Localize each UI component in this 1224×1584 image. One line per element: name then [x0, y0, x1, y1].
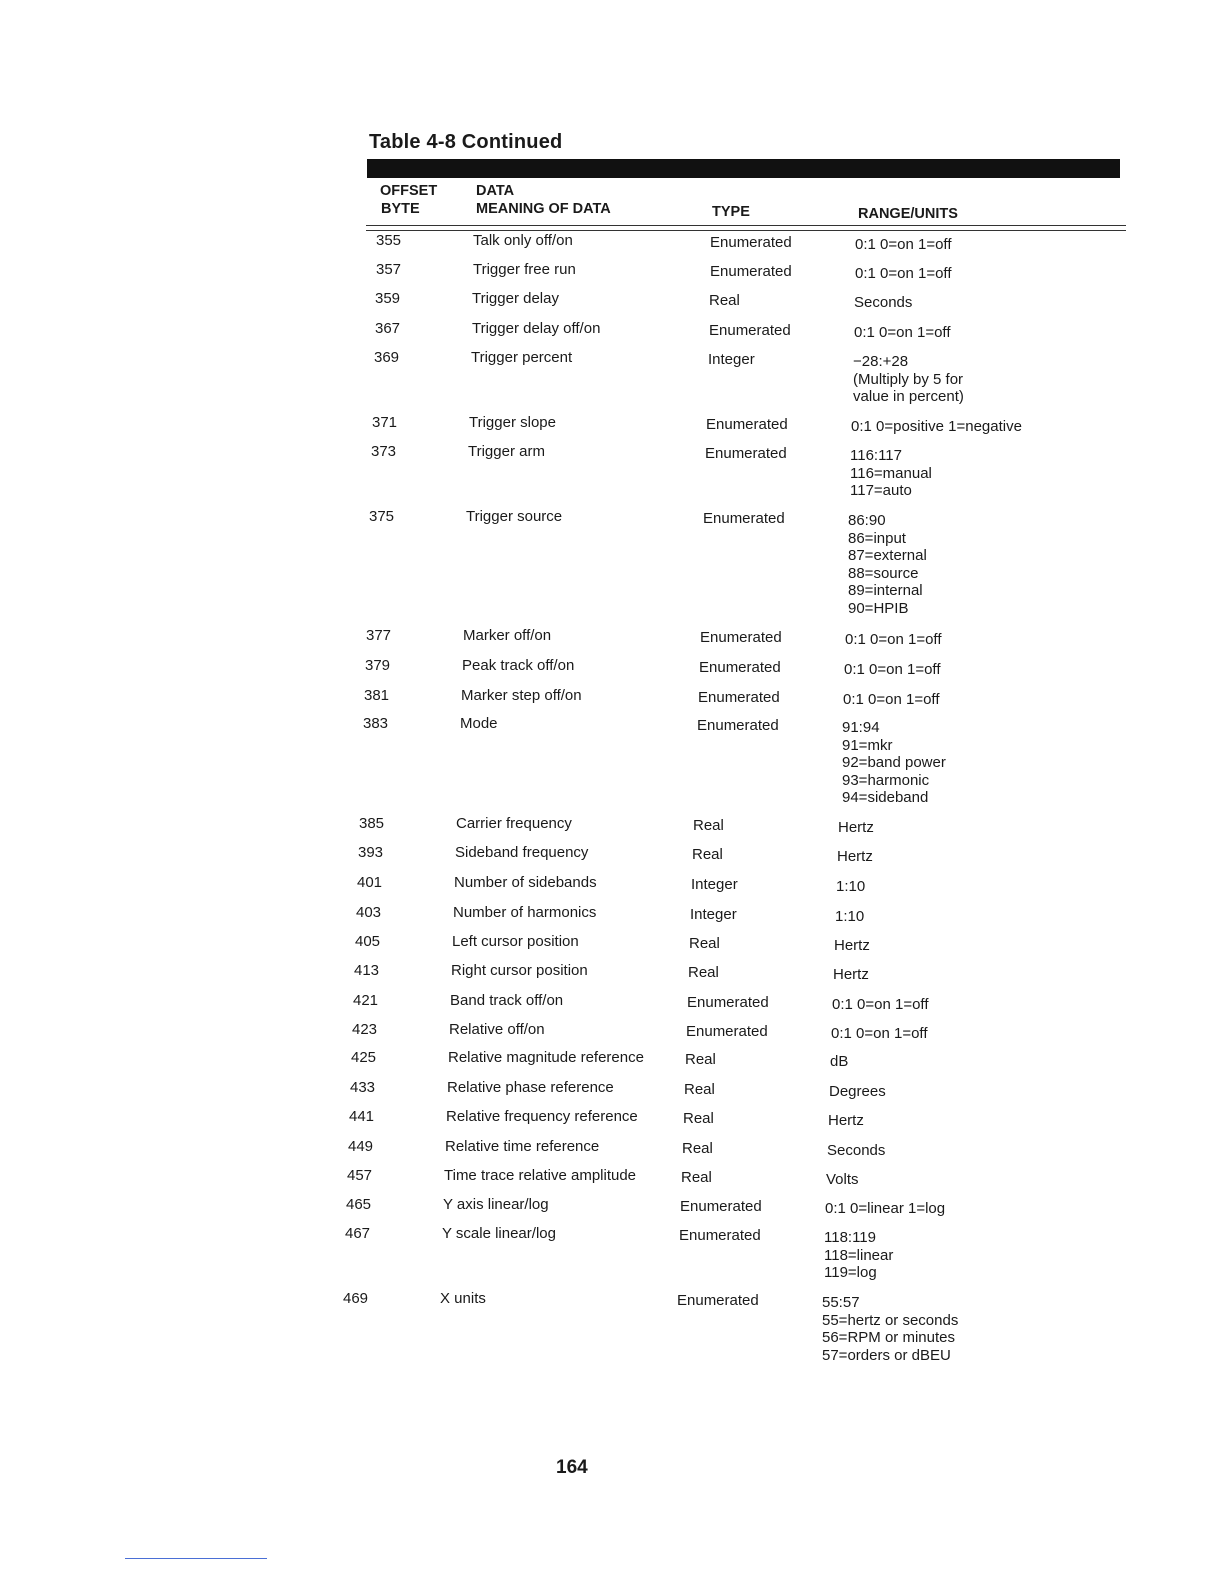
range-line: 1:10	[835, 908, 865, 925]
type-cell: Real	[693, 817, 724, 834]
range-cell	[835, 908, 864, 926]
offset-cell: 381	[364, 687, 390, 704]
range-cell	[831, 1025, 927, 1043]
footer-line	[125, 1558, 267, 1559]
range-line: 57=orders or dBEU	[822, 1346, 951, 1364]
meaning-cell: Trigger percent	[471, 349, 573, 366]
range-line: Hertz	[834, 937, 870, 954]
meaning-cell: Talk only off/on	[473, 232, 573, 249]
meaning-cell: Right cursor position	[451, 962, 588, 979]
range-line: 0:1 0=on 1=off	[855, 236, 952, 253]
offset-cell: 457	[347, 1167, 373, 1184]
type-cell: Enumerated	[703, 510, 785, 527]
type-cell: Enumerated	[697, 717, 779, 734]
meaning-cell: Trigger delay	[472, 290, 559, 307]
range-cell	[836, 878, 865, 896]
range-cell	[837, 848, 873, 866]
offset-cell: 469	[343, 1290, 369, 1307]
range-line: 88=source	[848, 564, 919, 582]
offset-cell: 433	[350, 1079, 376, 1096]
page-number: 164	[556, 1457, 588, 1478]
offset-cell: 369	[374, 349, 400, 366]
header-offset	[380, 182, 437, 218]
offset-cell: 421	[353, 992, 379, 1009]
type-cell: Real	[683, 1110, 714, 1127]
type-cell: Real	[682, 1140, 713, 1157]
range-cell	[853, 353, 964, 406]
range-line: 86:90	[848, 512, 886, 529]
type-cell: Enumerated	[705, 445, 787, 462]
header-type: TYPE	[712, 204, 750, 220]
range-line: 93=harmonic	[842, 771, 930, 789]
meaning-cell: Carrier frequency	[456, 815, 572, 832]
range-line: Degrees	[829, 1083, 886, 1100]
range-line: 0:1 0=on 1=off	[831, 1025, 928, 1042]
range-line: Hertz	[833, 966, 869, 983]
type-cell: Real	[689, 935, 720, 952]
range-line: 0:1 0=on 1=off	[843, 691, 940, 708]
range-line: 87=external	[848, 547, 927, 564]
range-line: 86=input	[848, 529, 906, 547]
meaning-cell: Y scale linear/log	[442, 1225, 556, 1242]
range-line: 56=RPM or minutes	[822, 1329, 955, 1346]
offset-cell: 423	[352, 1021, 378, 1038]
range-line: 116=manual	[850, 464, 932, 482]
title-bar	[367, 159, 1120, 178]
range-cell	[854, 324, 950, 342]
offset-cell: 413	[354, 962, 380, 979]
offset-cell: 403	[356, 904, 382, 921]
offset-cell: 425	[351, 1049, 377, 1066]
range-line: 118:119	[824, 1229, 876, 1246]
meaning-cell: Relative magnitude reference	[448, 1049, 644, 1066]
meaning-cell: Band track off/on	[450, 992, 564, 1009]
type-cell: Integer	[691, 876, 738, 893]
meaning-cell: Trigger free run	[473, 261, 576, 278]
range-line: Hertz	[838, 819, 874, 836]
range-cell	[833, 966, 869, 984]
header-rule-bottom	[366, 230, 1126, 231]
range-line: 0:1 0=on 1=off	[855, 265, 952, 282]
range-cell	[851, 418, 1022, 436]
meaning-cell: Peak track off/on	[462, 657, 575, 674]
offset-cell: 393	[358, 844, 384, 861]
range-cell	[832, 996, 928, 1014]
range-cell	[828, 1112, 864, 1130]
meaning-cell: Relative phase reference	[447, 1079, 614, 1096]
meaning-cell: Trigger delay off/on	[472, 320, 601, 337]
range-line: Hertz	[828, 1112, 864, 1129]
type-cell: Integer	[690, 906, 737, 923]
offset-cell: 405	[355, 933, 381, 950]
range-cell	[822, 1294, 958, 1364]
range-cell	[827, 1142, 885, 1160]
range-line: 117=auto	[850, 482, 912, 499]
meaning-cell: Relative time reference	[445, 1138, 600, 1155]
table-title: Table 4-8 Continued	[369, 131, 563, 153]
range-cell	[854, 294, 912, 312]
type-cell: Enumerated	[679, 1227, 761, 1244]
range-line: (Multiply by 5 for	[853, 370, 964, 388]
range-line: 0:1 0=on 1=off	[845, 631, 942, 648]
offset-cell: 449	[348, 1138, 374, 1155]
offset-cell: 377	[366, 627, 392, 644]
offset-cell: 355	[376, 232, 402, 249]
range-line: 0:1 0=on 1=off	[854, 324, 951, 341]
header-range: RANGE/UNITS	[858, 206, 958, 222]
range-cell	[842, 719, 946, 807]
type-cell: Real	[685, 1051, 716, 1068]
range-cell	[850, 447, 932, 500]
meaning-cell: Relative off/on	[449, 1021, 545, 1038]
offset-cell: 401	[357, 874, 383, 891]
meaning-cell: Time trace relative amplitude	[444, 1167, 637, 1184]
range-cell	[848, 512, 927, 617]
range-line: 55:57	[822, 1294, 860, 1311]
type-cell: Enumerated	[687, 994, 769, 1011]
meaning-cell: Relative frequency reference	[446, 1108, 638, 1125]
range-line: 89=internal	[848, 582, 923, 599]
type-cell: Integer	[708, 351, 755, 368]
header-offset-line2: BYTE	[381, 201, 420, 217]
range-line: 0:1 0=on 1=off	[844, 661, 941, 678]
range-line: 91=mkr	[842, 736, 893, 754]
meaning-cell: Y axis linear/log	[443, 1196, 549, 1213]
range-line: 92=band power	[842, 754, 946, 771]
range-line: 91:94	[842, 719, 880, 736]
type-cell: Enumerated	[706, 416, 788, 433]
range-line: 90=HPIB	[848, 599, 909, 617]
range-cell	[825, 1200, 945, 1218]
range-line: −28:+28	[853, 353, 909, 370]
meaning-cell: Trigger arm	[468, 443, 545, 460]
range-line: Volts	[826, 1171, 859, 1188]
type-cell: Enumerated	[680, 1198, 762, 1215]
type-cell: Enumerated	[699, 659, 781, 676]
meaning-cell: X units	[440, 1290, 486, 1307]
header-data-line2: MEANING OF DATA	[476, 201, 611, 217]
range-cell	[838, 819, 874, 837]
meaning-cell: Mode	[460, 715, 498, 732]
range-line: value in percent)	[853, 388, 964, 405]
type-cell: Enumerated	[710, 234, 792, 251]
meaning-cell: Trigger slope	[469, 414, 556, 431]
header-data	[476, 182, 611, 218]
type-cell: Real	[684, 1081, 715, 1098]
type-cell: Real	[709, 292, 740, 309]
range-line: Seconds	[854, 294, 913, 311]
meaning-cell: Sideband frequency	[455, 844, 589, 861]
meaning-cell: Marker off/on	[463, 627, 552, 644]
offset-cell: 359	[375, 290, 401, 307]
offset-cell: 371	[372, 414, 398, 431]
range-cell	[843, 691, 939, 709]
type-cell: Enumerated	[709, 322, 791, 339]
range-line: 118=linear	[824, 1246, 894, 1264]
range-line: 116:117	[850, 447, 902, 464]
meaning-cell: Left cursor position	[452, 933, 579, 950]
range-line: 0:1 0=positive 1=negative	[851, 418, 1022, 435]
offset-cell: 441	[349, 1108, 375, 1125]
type-cell: Enumerated	[677, 1292, 759, 1309]
range-line: 1:10	[836, 878, 866, 895]
type-cell: Enumerated	[686, 1023, 768, 1040]
offset-cell: 373	[371, 443, 397, 460]
range-cell	[855, 236, 951, 254]
type-cell: Enumerated	[700, 629, 782, 646]
offset-cell: 375	[369, 508, 395, 525]
meaning-cell: Number of harmonics	[453, 904, 597, 921]
type-cell: Real	[688, 964, 719, 981]
range-line: 119=log	[824, 1264, 877, 1281]
offset-cell: 357	[376, 261, 402, 278]
range-cell	[845, 631, 941, 649]
type-cell: Enumerated	[710, 263, 792, 280]
range-line: dB	[830, 1053, 849, 1070]
meaning-cell: Trigger source	[466, 508, 563, 525]
header-offset-line1: OFFSET	[380, 183, 438, 199]
type-cell: Enumerated	[698, 689, 780, 706]
offset-cell: 383	[363, 715, 389, 732]
range-cell	[830, 1053, 848, 1071]
range-line: 55=hertz or seconds	[822, 1311, 959, 1329]
range-line: 0:1 0=on 1=off	[832, 996, 929, 1013]
offset-cell: 367	[375, 320, 401, 337]
range-cell	[826, 1171, 859, 1189]
meaning-cell: Number of sidebands	[454, 874, 597, 891]
range-line: Hertz	[837, 848, 873, 865]
range-cell	[855, 265, 951, 283]
type-cell: Real	[692, 846, 723, 863]
offset-cell: 467	[345, 1225, 371, 1242]
offset-cell: 385	[359, 815, 385, 832]
range-line: 94=sideband	[842, 789, 929, 806]
range-line: 0:1 0=linear 1=log	[825, 1200, 946, 1217]
offset-cell: 465	[346, 1196, 372, 1213]
range-line: Seconds	[827, 1142, 886, 1159]
range-cell	[829, 1083, 886, 1101]
range-cell	[834, 937, 870, 955]
type-cell: Real	[681, 1169, 712, 1186]
range-cell	[844, 661, 940, 679]
header-rule-top	[366, 225, 1126, 226]
offset-cell: 379	[365, 657, 391, 674]
range-cell	[824, 1229, 893, 1282]
meaning-cell: Marker step off/on	[461, 687, 582, 704]
header-data-line1: DATA	[476, 183, 515, 199]
